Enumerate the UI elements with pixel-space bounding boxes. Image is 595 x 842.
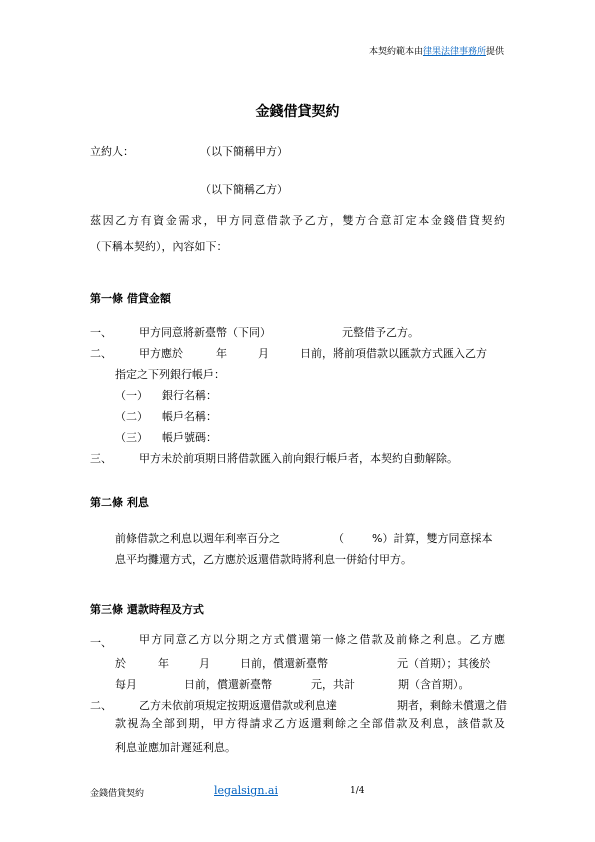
article-2-line-1-part-1: 前條借款之利息以週年利率百分之 — [115, 532, 280, 545]
account-name-label: 帳戶名稱： — [162, 410, 217, 423]
article-3-heading: 第三條 還款時程及方式 — [90, 603, 204, 616]
article-3-item-1-line-1: 甲方同意乙方以分期之方式償還第一條之借款及前條之利息。乙方應 — [139, 633, 505, 646]
article-1-item-2-part-4: 日前，將前項借款以匯款方式匯入乙方 — [300, 347, 487, 360]
article-3-item-1-line-2-part-5: 元（首期）；其後於 — [397, 657, 491, 670]
article-3-item-1-line-3-part-1: 每月 — [115, 678, 137, 691]
article-1-item-2-month: 月 — [258, 347, 269, 360]
article-3-item-2-line-3: 利息並應加計遲延利息。 — [115, 741, 236, 754]
article-3-item-1-number: 一、 — [90, 636, 112, 649]
account-number-label: 帳戶號碼： — [162, 431, 217, 444]
article-3-item-2-line-1-part-1: 乙方未依前項規定按期返還借款或利息達 — [139, 699, 337, 712]
article-2-line-1-paren: （ — [333, 532, 344, 545]
article-3-item-1-year: 年 — [158, 657, 169, 670]
document-title: 金錢借貸契約 — [255, 104, 340, 120]
article-3-item-2-line-2: 款視為全部到期，甲方得請求乙方返還剩餘之全部借款及利息，該借款及 — [115, 717, 505, 730]
header-prefix: 本契約範本由 — [368, 47, 423, 57]
article-3-item-1-line-3-part-4: 期（含首期）。 — [398, 678, 470, 691]
article-3-item-1-line-2-part-1: 於 — [115, 657, 126, 670]
bank-name-label: 銀行名稱： — [162, 389, 217, 402]
footer-document-name: 金錢借貸契約 — [90, 789, 145, 799]
article-3-item-1-line-3-part-2: 日前，償還新臺幣 — [184, 678, 272, 691]
party-b-designation: （以下簡稱乙方） — [200, 183, 288, 196]
intro-line-2: （下稱本契約），內容如下： — [90, 240, 228, 253]
page-header — [369, 44, 504, 57]
article-1-item-3-number: 三、 — [90, 452, 112, 465]
article-1-item-2-part-1: 甲方應於 — [139, 347, 183, 360]
article-3-item-2-line-1-part-2: 期者，剩餘未償還之借 — [397, 699, 507, 712]
article-3-item-1-line-3-part-3: 元，共計 — [311, 678, 355, 691]
party-a-designation: （以下簡稱甲方） — [200, 145, 288, 158]
article-3-item-1-line-2-part-4: 日前，償還新臺幣 — [240, 657, 328, 670]
article-1-heading: 第一條 借貸金額 — [90, 292, 171, 305]
article-2-line-1-part-3: %）計算，雙方同意採本 — [372, 532, 493, 545]
footer-page-number: 1/4 — [350, 786, 365, 796]
sub-item-number: （三） — [115, 431, 148, 444]
article-1-item-3-text: 甲方未於前項期日將借款匯入前向銀行帳戶者，本契約自動解除。 — [139, 452, 458, 465]
article-1-item-2-number: 二、 — [90, 347, 112, 360]
header-firm-link[interactable]: 律果法律事務所 — [422, 47, 486, 57]
article-1-item-1-text: 甲方同意將新臺幣（下同） — [139, 326, 271, 339]
article-3-item-2-number: 二、 — [90, 699, 112, 712]
article-1-item-2-year: 年 — [216, 347, 227, 360]
parties-label: 立約人： — [90, 145, 134, 158]
article-2-line-2: 息平均攤還方式，乙方應於返還借款時將利息一併給付甲方。 — [115, 553, 412, 566]
article-1-item-1-text-end: 元整借予乙方。 — [342, 326, 419, 339]
article-1-item-1-number: 一、 — [90, 326, 112, 339]
article-2-heading: 第二條 利息 — [90, 496, 149, 509]
intro-line-1: 茲因乙方有資金需求，甲方同意借款予乙方，雙方合意訂定本金錢借貸契約 — [90, 214, 505, 227]
sub-item-number: （二） — [115, 410, 148, 423]
article-1-item-2-line-2: 指定之下列銀行帳戶： — [115, 368, 225, 381]
footer-brand-link[interactable]: legalsign.ai — [214, 784, 279, 797]
sub-item-number: （一） — [115, 389, 148, 402]
article-3-item-1-month: 月 — [199, 657, 210, 670]
header-suffix: 提供 — [485, 47, 504, 57]
